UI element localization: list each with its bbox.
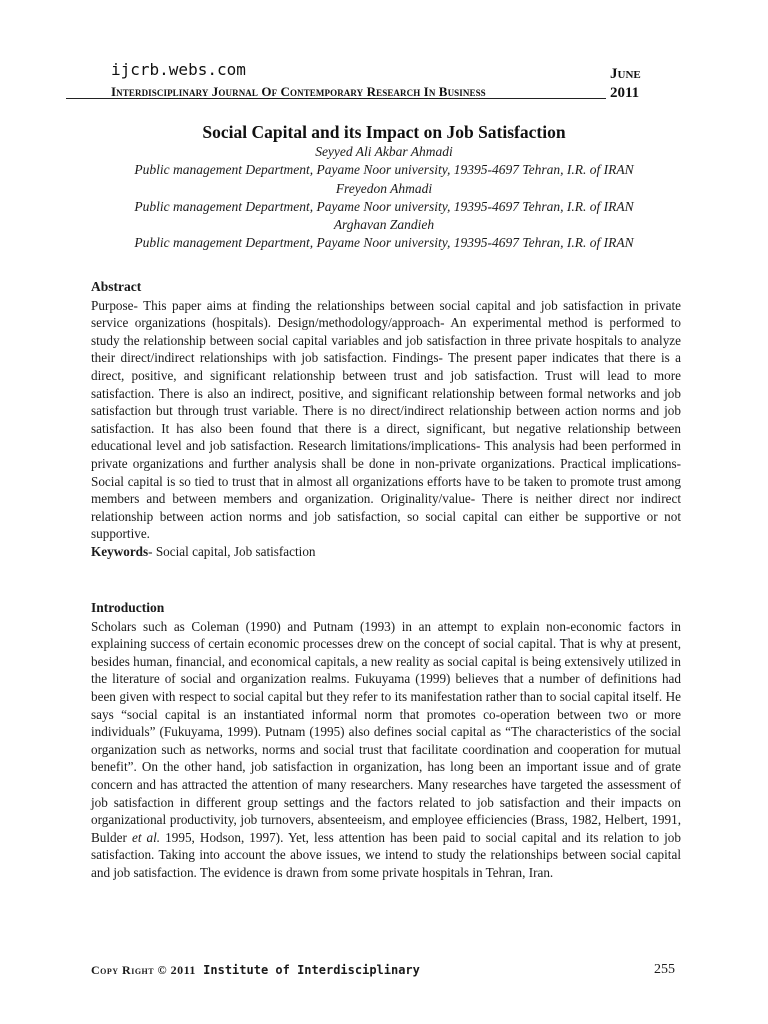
author-name: Freyedon Ahmadi <box>335 180 433 196</box>
author-name: Arghavan Zandieh <box>333 217 435 233</box>
copyright-institute: Institute of Interdisciplinary <box>195 963 420 977</box>
author-affiliation: Public management Department, Payame Noor university, 19395-4697 Tehran, I.R. of IRAN <box>134 235 634 251</box>
keywords-text: - Social capital, Job satisfaction <box>148 543 316 559</box>
author-affiliation: Public management Department, Payame Noor university, 19395-4697 Tehran, I.R. of IRAN <box>134 162 634 178</box>
intro-etal: et al. <box>131 829 161 845</box>
introduction-text <box>91 618 681 882</box>
keywords-label: Keywords <box>91 543 149 559</box>
paper-title: Social Capital and its Impact on Job Satisfaction <box>202 122 566 142</box>
introduction-heading: Introduction <box>91 600 165 615</box>
header-rule <box>66 98 606 99</box>
issue-year: 2011 <box>610 85 640 101</box>
author-name: Seyyed Ali Akbar Ahmadi <box>315 144 453 159</box>
abstract-section <box>91 278 681 561</box>
page-number: 255 <box>654 962 675 977</box>
copyright-label: Copy Right © 2011 <box>91 963 196 977</box>
journal-name: Interdisciplinary Journal Of Contemporary Research In Business <box>111 84 486 99</box>
journal-website: ijcrb.webs.com <box>111 60 246 79</box>
introduction-section <box>91 599 681 882</box>
keywords-line <box>91 543 681 561</box>
author-block <box>90 143 678 253</box>
author-affiliation: Public management Department, Payame Noor university, 19395-4697 Tehran, I.R. of IRAN <box>134 198 634 214</box>
copyright-footer <box>91 963 420 978</box>
abstract-text: Purpose- This paper aims at finding the relationships between social capital and job satisfaction in private service organizations (hospitals). Design/methodology/approach- An experimental method is performed to study the relationship between social capital variables and job satisfaction in three private hospitals to analyze their direct/indirect relationships with job satisfaction. Findings- The present paper indicates that there is a direct, positive, and significant relationship between trust and job satisfaction. Trust will lead to more satisfaction. There is also an indirect, positive, and significant relationship between formal networks and job satisfaction but through trust variable. There is no direct/indirect relationship between action norms and job satisfaction. It has also been found that there is a direct, significant, but negative relationship between educational level and job satisfaction. Research limitations/implications- This analysis had been performed in private organizations and further analysis shall be done in non-private organizations. Practical implications- Social capital is so tied to trust that in almost all organizations efforts have to be taken to promote trust among members and between members and organization. Originality/value- There is neither direct nor indirect relationship between action norms and job satisfaction, so social capital can either be supportive or not supportive. <box>91 297 681 542</box>
issue-month: June <box>610 66 641 82</box>
intro-text-part2: 1995, Hodson, 1997). Yet, less attention has been paid to social capital and its relation to job satisfaction. Taking into account the above issues, we intend to study the relationships between social capital and job satisfaction. The evidence is drawn from some private hospitals in Tehran, Iran. <box>91 829 681 880</box>
intro-text-part1: Scholars such as Coleman (1990) and Putnam (1993) in an attempt to explain non-economic factors in explaining success of certain economic processes drew on the concept of social capital. That is why at present, besides human, financial, and economical capitals, a new reality as social capital is being extensively utilized in the literature of social and organization realms. Fukuyama (1999) believes that a number of definitions had been given with respect to social capital but they refer to its manifestation rather than to social capital itself. He says “social capital is an instantiated informal norm that promotes co-operation between two or more individuals” (Fukuyama, 1999). Putnam (1995) also defines social capital as “The characteristics of the social organization such as networks, norms and social trust that facilitate coordination and cooperation for mutual benefit”. On the other hand, job satisfaction in organization, has long been an important issue and of grate concern and has attracted the attention of many researchers. Many researches have targeted the assessment of job satisfaction in different group settings and the factors related to job satisfaction and their impacts on organizational productivity, job turnovers, absenteeism, and employee efficiencies (Brass, 1982, Helbert, 1991, Bulder <box>91 618 681 845</box>
abstract-heading: Abstract <box>91 279 142 294</box>
